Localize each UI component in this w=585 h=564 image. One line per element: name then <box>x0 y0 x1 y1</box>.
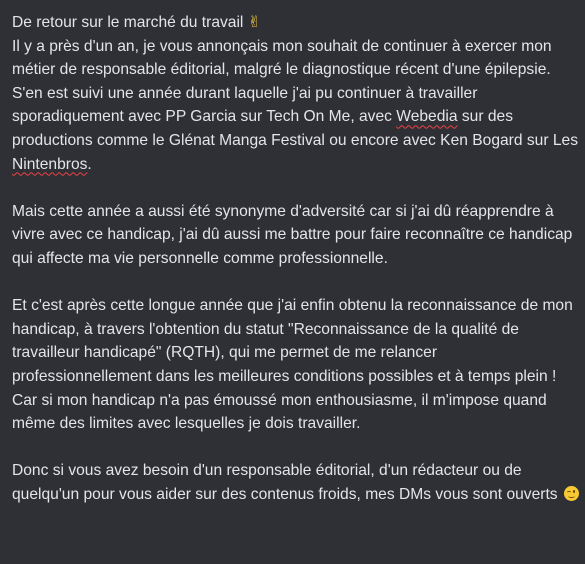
paragraph-announcement <box>12 35 579 177</box>
misspelled-word-webedia[interactable]: Webedia <box>396 108 458 126</box>
paragraph-call-to-action <box>12 459 579 506</box>
victory-hand-icon: ✌ <box>247 13 261 31</box>
misspelled-word-nintenbros[interactable]: Nintenbros <box>12 155 88 173</box>
paragraph-text: sur des productions comme le Glénat Manga Festival ou encore avec Ken Bogard sur Les <box>12 108 579 149</box>
paragraph-adversity: Mais cette année a aussi été synonyme d'adversité car si j'ai dû réapprendre à vivre avec ce handicap, j'ai dû aussi me battre pour faire reconnaître ce handicap qui affecte ma vie personnelle comme professionnelle. <box>12 202 573 267</box>
post-title: De retour sur le marché du travail <box>12 14 244 31</box>
paragraph-rqth: Et c'est après cette longue année que j'ai enfin obtenu la reconnaissance de mon handicap, à travers l'obtention du statut "Reconnaissance de la qualité de travailleur handicapé" (RQTH), qui me permet de me relancer professionnellement dans les meilleures conditions possibles et à temps plein ! <box>12 297 573 385</box>
blank-line <box>12 436 579 460</box>
blank-line <box>12 271 579 295</box>
wink-face-icon <box>564 486 579 501</box>
blank-line <box>12 176 579 200</box>
paragraph-text: . <box>87 155 92 173</box>
post-title-line <box>12 11 579 35</box>
paragraph-text: Donc si vous avez besoin d'un responsable éditorial, d'un rédacteur ou de quelqu'un pour vous aider sur des contenus froids, mes DMs vous sont ouverts <box>12 462 558 503</box>
paragraph-text: Il y a près d'un an, je vous annonçais mon souhait de continuer à exercer mon métier de responsable éditorial, malgré le diagnostique récent d'une épilepsie. S'en est suivi une année durant laquelle j'ai pu continuer à travailler sporadiquement avec PP Garcia sur Tech On Me, avec <box>12 37 552 126</box>
paragraph-limits: Car si mon handicap n'a pas émoussé mon enthousiasme, il m'impose quand même des limites avec lesquelles je dois travailler. <box>12 391 547 433</box>
